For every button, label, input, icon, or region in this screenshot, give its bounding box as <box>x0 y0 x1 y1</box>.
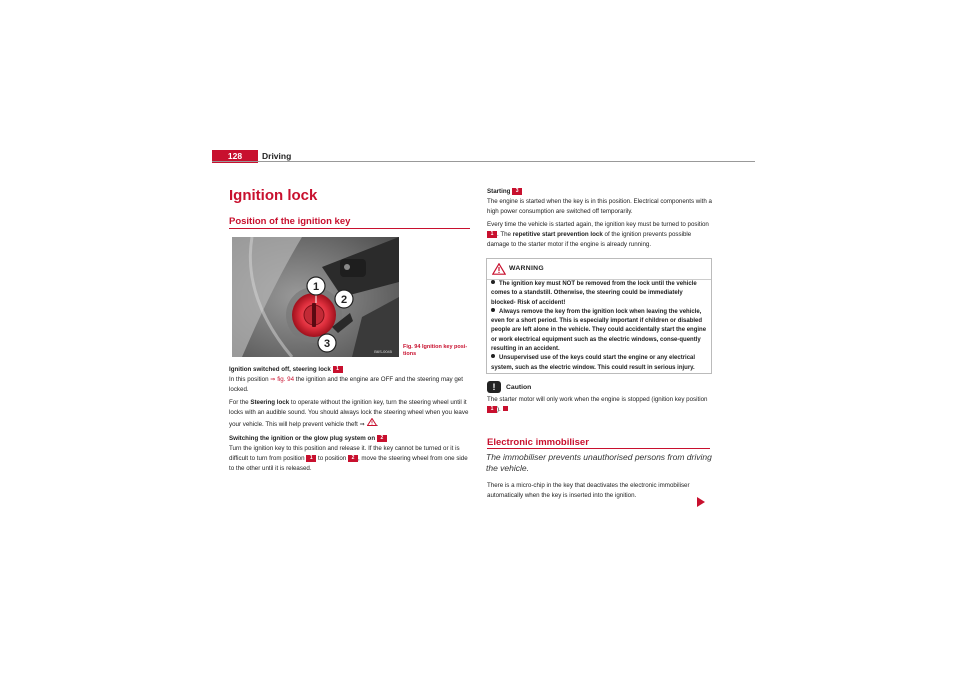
ignition-key-figure <box>232 237 399 357</box>
warning-triangle-icon <box>492 263 506 275</box>
subsection-title: Position of the ignition key <box>229 216 351 227</box>
warning-item: Always remove the key from the ignition lock when leaving the vehicle, even for a short period. This is especially important if children or disabled people are left alone in the vehicle. They could accidentally start the engine or work electrical equipment such as the electric windows, conse-quently resulting in an accident. <box>491 308 707 353</box>
warning-triangle-icon <box>367 418 377 426</box>
figure-caption: Fig. 94 Ignition key posi-tions <box>403 344 468 357</box>
immobiliser-title: Electronic immobiliser <box>487 437 589 448</box>
starting-paragraph-2: Every time the vehicle is started again, the ignition key must be turned to position 1 . The repetitive start prevention lock of the ignition prevents possible damage to the starter motor if the engine is already running. <box>487 221 709 248</box>
caution-text: The starter motor will only work when the engine is stopped (ignition key position 1 ). <box>487 396 708 413</box>
position-badge-3: 3 <box>512 188 522 195</box>
header-divider <box>212 161 755 162</box>
caution-icon: ! <box>487 381 501 393</box>
warning-box <box>486 258 712 374</box>
callout-1-label: 1 <box>312 281 320 293</box>
immobiliser-intro: The immobiliser prevents unauthorised persons from driving the vehicle. <box>486 452 712 473</box>
next-page-arrow-icon[interactable] <box>697 497 705 507</box>
end-of-section-icon <box>503 406 508 411</box>
bullet-icon <box>491 354 495 358</box>
warning-header <box>487 259 711 280</box>
position-1-paragraph-1: In this position ⇒ fig. 94 the ignition and the engine are OFF and the steering may get locked. <box>229 376 463 393</box>
subsection-divider <box>229 228 470 229</box>
starting-text <box>487 187 713 250</box>
callout-3-label: 3 <box>323 338 331 350</box>
caution-title: Caution <box>506 384 532 391</box>
ignition-illustration <box>232 237 399 357</box>
warning-title: WARNING <box>509 265 544 272</box>
position-2-heading: Switching the ignition or the glow plug system on 2 <box>229 434 471 444</box>
warning-item: Unsupervised use of the keys could start the engine or any electrical system, such as the electric window. This could result in serious injury. <box>491 355 696 371</box>
figure-code: B6S-0045 <box>374 349 392 354</box>
chapter-title: Driving <box>262 151 292 161</box>
warning-item: The ignition key must NOT be removed from the lock until the vehicle comes to a standstill. Otherwise, the steering could be immediately blocked- Risk of accident! <box>491 281 697 306</box>
position-2-paragraph: Turn the ignition key to this position and release it. If the key cannot be turned or it is difficult to turn from position 1 to position 2 , move the steering wheel from one side to the other until it is released. <box>229 445 468 472</box>
immobiliser-text: There is a micro-chip in the key that deactivates the electronic immobiliser automatically when the key is inserted into the ignition. <box>487 482 690 499</box>
warning-list <box>491 280 709 373</box>
bullet-icon <box>491 308 495 312</box>
immobiliser-divider <box>487 448 710 449</box>
position-1-heading: Ignition switched off, steering lock 1 <box>229 365 471 375</box>
callout-2-label: 2 <box>340 294 348 306</box>
starting-paragraph-1: The engine is started when the key is in this position. Electrical components with a high power consumption are switched off temporarily. <box>487 198 712 215</box>
bullet-icon <box>491 280 495 284</box>
position-badge-1: 1 <box>333 366 343 373</box>
starting-heading: Starting 3 <box>487 187 713 197</box>
page-number: 128 <box>212 150 258 163</box>
section-title: Ignition lock <box>229 187 318 204</box>
left-column-text <box>229 365 471 474</box>
position-badge-2: 2 <box>377 435 387 442</box>
figure-reference-link[interactable]: ⇒ fig. 94 <box>270 376 295 383</box>
position-1-paragraph-2: For the Steering lock to operate without the ignition key, turn the steering wheel until it locks with an audible sound. You should always lock the steering wheel when you leave your vehicle. This will help prevent vehicle theft ⇒ . <box>229 399 469 428</box>
